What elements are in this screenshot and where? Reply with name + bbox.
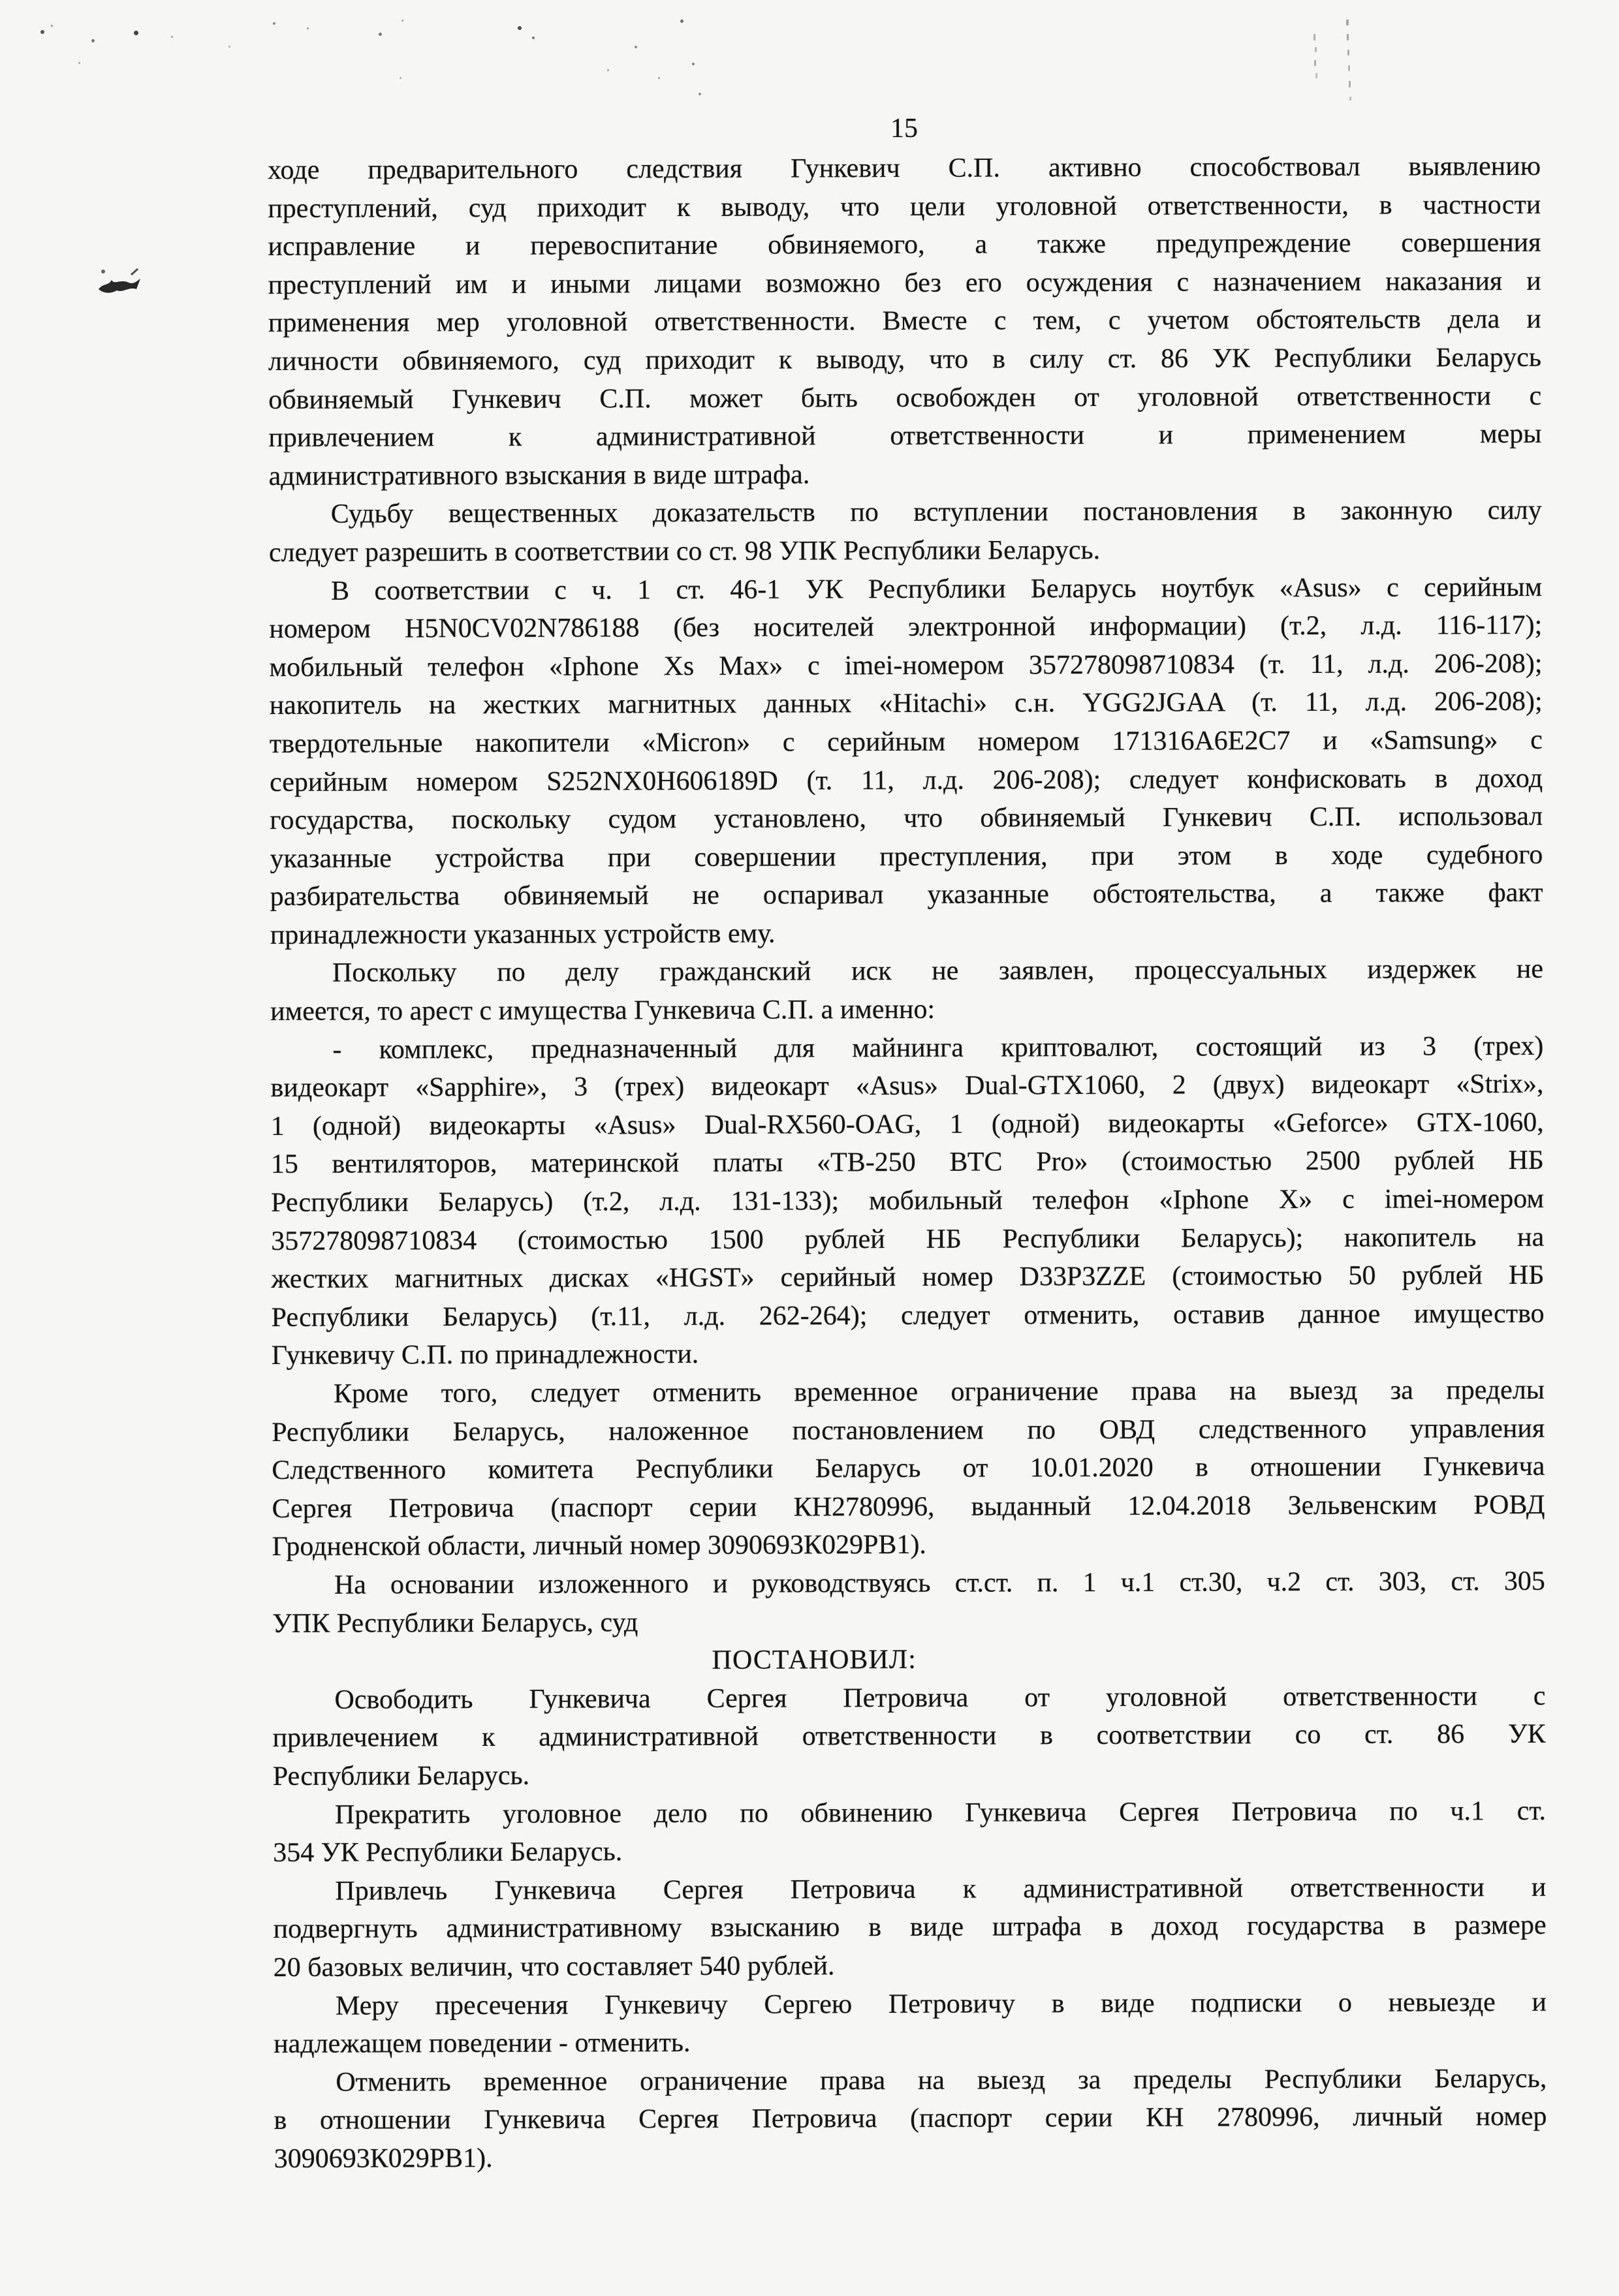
text-line: видеокарт «Sapphire», 3 (трех) видеокарт «Asus» Dual-GTX1060, 2 (двух) видеокарт «Strix»,	[270, 1069, 1544, 1104]
scan-speckle	[635, 46, 637, 48]
text-line: исправление и перевоспитание обвиняемого, а также предупреждение совершения	[268, 228, 1541, 262]
paragraph	[273, 1869, 1547, 1987]
text-line: Привлечь Гункевича Сергея Петровича к административной ответственности и	[335, 1872, 1547, 1906]
text-line: государства, поскольку судом установлено, что обвиняемый Гункевич С.П. использовал	[270, 801, 1543, 836]
text-line: надлежащем поведении - отменить.	[274, 2028, 691, 2060]
text-line: обвиняемый Гункевич С.П. может быть освобожден от уголовной ответственности с	[268, 380, 1542, 415]
text-line: Республики Беларусь) (т.2, л.д. 131-133); мобильный телефон «Iphone X» с imei-номером	[270, 1183, 1545, 1218]
paragraph	[274, 1983, 1547, 2063]
text-line: имеется, то арест с имущества Гункевича С.П. а именно:	[270, 994, 935, 1027]
scan-speckle	[680, 20, 684, 23]
text-line: разбирательства обвиняемый не оспаривал указанные обстоятельства, а также факт	[270, 878, 1543, 912]
text-line: серийным номером S252NX0H606189D (т. 11, л.д. 206-208); следует конфисковать в доход	[269, 763, 1543, 798]
text-line: применения мер уголовной ответственности. Вместе с тем, с учетом обстоятельств дела и	[268, 304, 1541, 339]
scan-speckle	[400, 77, 401, 79]
scan-speckle	[78, 62, 80, 64]
text-line: ходе предварительного следствия Гункевич С.П. активно способствовал выявлению	[268, 151, 1541, 185]
text-line: 20 базовых величин, что составляет 540 рублей.	[273, 1951, 835, 1983]
text-line: Судьбу вещественных доказательств по вступлении постановления в законную силу	[330, 495, 1542, 530]
text-line: На основании изложенного и руководствуясь ст.ст. п. 1 ч.1 ст.30, ч.2 ст. 303, ст. 305	[334, 1566, 1545, 1600]
text-line: В соответствии с ч. 1 ст. 46-1 УК Республики Беларусь ноутбук «Asus» с серийным	[331, 572, 1543, 606]
paragraph	[269, 568, 1543, 954]
scan-speckle	[51, 25, 53, 27]
paragraph	[270, 1027, 1545, 1375]
scan-speckle	[307, 27, 309, 29]
scan-dash-mark	[1314, 60, 1316, 66]
ink-mark-annotation	[95, 263, 147, 302]
scan-speckle	[379, 33, 382, 36]
text-line: накопитель на жестких магнитных данных «Hitachi» с.н. YGG2JGAA (т. 11, л.д. 206-208);	[269, 687, 1543, 721]
text-line: Следственного комитета Республики Беларусь от 10.01.2020 в отношении Гункевича	[272, 1451, 1545, 1486]
paragraph	[268, 147, 1542, 495]
text-line: Республики Беларусь.	[272, 1760, 530, 1792]
scan-speckle	[91, 39, 95, 42]
paragraph	[274, 2060, 1547, 2179]
text-line: Отменить временное ограничение права на выезд за пределы Республики Беларусь,	[336, 2063, 1547, 2098]
paragraph	[273, 1792, 1546, 1872]
text-line: подвергнуть административному взысканию в виде штрафа в доход государства в размере	[273, 1910, 1547, 1945]
scan-dash-mark	[1346, 20, 1349, 25]
scan-speckle	[171, 36, 173, 38]
text-line: привлечением к административной ответственности в соответствии со ст. 86 УК	[272, 1719, 1546, 1754]
text-line: Поскольку по делу гражданский иск не заявлен, процессуальных издержек не	[332, 954, 1544, 989]
text-line: личности обвиняемого, суд приходит к выводу, что в силу ст. 86 УК Республики Беларусь	[268, 342, 1542, 377]
text-line: твердотельные накопители «Micron» с серийным номером 171316A6E2C7 и «Samsung» с	[269, 724, 1543, 759]
scan-speckle	[658, 77, 660, 79]
paragraph	[269, 491, 1542, 572]
paragraph	[272, 1677, 1546, 1796]
scan-speckle	[518, 26, 522, 30]
text-line: преступлений, суд приходит к выводу, что цели уголовной ответственности, в частности	[268, 189, 1541, 224]
text-line: административного взыскания в виде штрафа.	[268, 459, 810, 491]
text-line: Республики Беларусь) (т.11, л.д. 262-264); следует отменить, оставив данное имущество	[271, 1298, 1545, 1333]
scan-dash-mark	[1315, 47, 1317, 52]
scan-speckle	[699, 93, 701, 95]
scan-speckle	[273, 22, 275, 25]
text-line: следует разрешить в соответствии со ст. 98 УПК Республики Беларусь.	[268, 535, 1101, 568]
text-line: Освободить Гункевича Сергея Петровича от уголовной ответственности с	[334, 1681, 1546, 1715]
scan-dash-mark	[1315, 73, 1317, 78]
text-line: в отношении Гункевича Сергея Петровича (паспорт серии КН 2780996, личный номер	[274, 2102, 1547, 2136]
paragraph	[272, 1371, 1545, 1566]
scan-speckle	[134, 31, 138, 35]
scan-speckle	[40, 30, 44, 34]
text-line: Кроме того, следует отменить временное ограничение права на выезд за пределы	[333, 1374, 1545, 1409]
text-line: преступлений им и иными лицами возможно без его осуждения с назначением наказания и	[268, 266, 1541, 300]
text-line: - комплекс, предназначенный для майнинга криптовалют, состоящий из 3 (трех)	[332, 1031, 1544, 1065]
text-line: 1 (одной) видеокарты «Asus» Dual-RX560-OAG, 1 (одной) видеокарты «Geforce» GTX-1060,	[270, 1107, 1544, 1141]
text-line: Республики Беларусь, наложенное постановлением по ОВД следственного управления	[272, 1413, 1545, 1448]
text-line: указанные устройства при совершении преступления, при этом в ходе судебного	[270, 839, 1543, 874]
scan-speckle	[532, 37, 535, 39]
page-number: 15	[890, 114, 918, 144]
text-line: 357278098710834 (стоимостью 1500 рублей НБ Республики Беларусь); накопитель на	[271, 1222, 1545, 1256]
scan-dash-mark	[1348, 65, 1350, 71]
scan-speckle	[692, 63, 695, 65]
scan-speckle	[607, 69, 609, 71]
text-line: 354 УК Республики Беларусь.	[273, 1837, 623, 1869]
scan-dash-mark	[1347, 50, 1349, 55]
text-line: Прекратить уголовное дело по обвинению Гункевича Сергея Петровича по ч.1 ст.	[334, 1795, 1547, 1830]
text-line: Гродненской области, личный номер 3090693К029РВ1).	[272, 1530, 926, 1562]
text-line: мобильный телефон «Iphone Xs Max» с imei-номером 357278098710834 (т. 11, л.д. 206-208);	[269, 648, 1543, 683]
resolution-heading: ПОСТАНОВИЛ:	[712, 1645, 917, 1676]
text-line: номером H5N0CV02N786188 (без носителей электронной информации) (т.2, л.д. 116-117);	[269, 610, 1543, 645]
text-line: Меру пресечения Гункевичу Сергею Петровичу в виде подписки о невыезде и	[335, 1987, 1547, 2021]
text-line: жестких магнитных дисках «HGST» серийный номер D33P3ZZE (стоимостью 50 рублей НБ	[271, 1260, 1545, 1295]
scan-dash-mark	[1349, 81, 1351, 87]
scan-dash-mark	[1313, 34, 1315, 40]
text-line: привлечением к административной ответственности и применением меры	[268, 419, 1542, 454]
text-line: 15 вентиляторов, материнской платы «ТВ-250 ВТС Pro» (стоимостью 2500 рублей НБ	[270, 1145, 1544, 1180]
text-line: принадлежности указанных устройств ему.	[270, 918, 776, 950]
document-text-block	[268, 147, 1547, 2179]
scan-speckle	[401, 20, 403, 22]
scan-dash-mark	[1347, 34, 1349, 40]
paragraph	[272, 1562, 1545, 1643]
text-line: Сергея Петровича (паспорт серии КН2780996, выданный 12.04.2018 Зельвенским РОВД	[272, 1489, 1545, 1524]
text-line: УПК Республики Беларусь, суд	[272, 1607, 638, 1639]
paragraph	[270, 950, 1543, 1031]
scan-dash-mark	[1349, 97, 1351, 101]
scan-speckle	[228, 46, 230, 48]
text-line: Гункевичу С.П. по принадлежности.	[271, 1339, 699, 1371]
text-line: 3090693К029РВ1).	[274, 2143, 493, 2174]
